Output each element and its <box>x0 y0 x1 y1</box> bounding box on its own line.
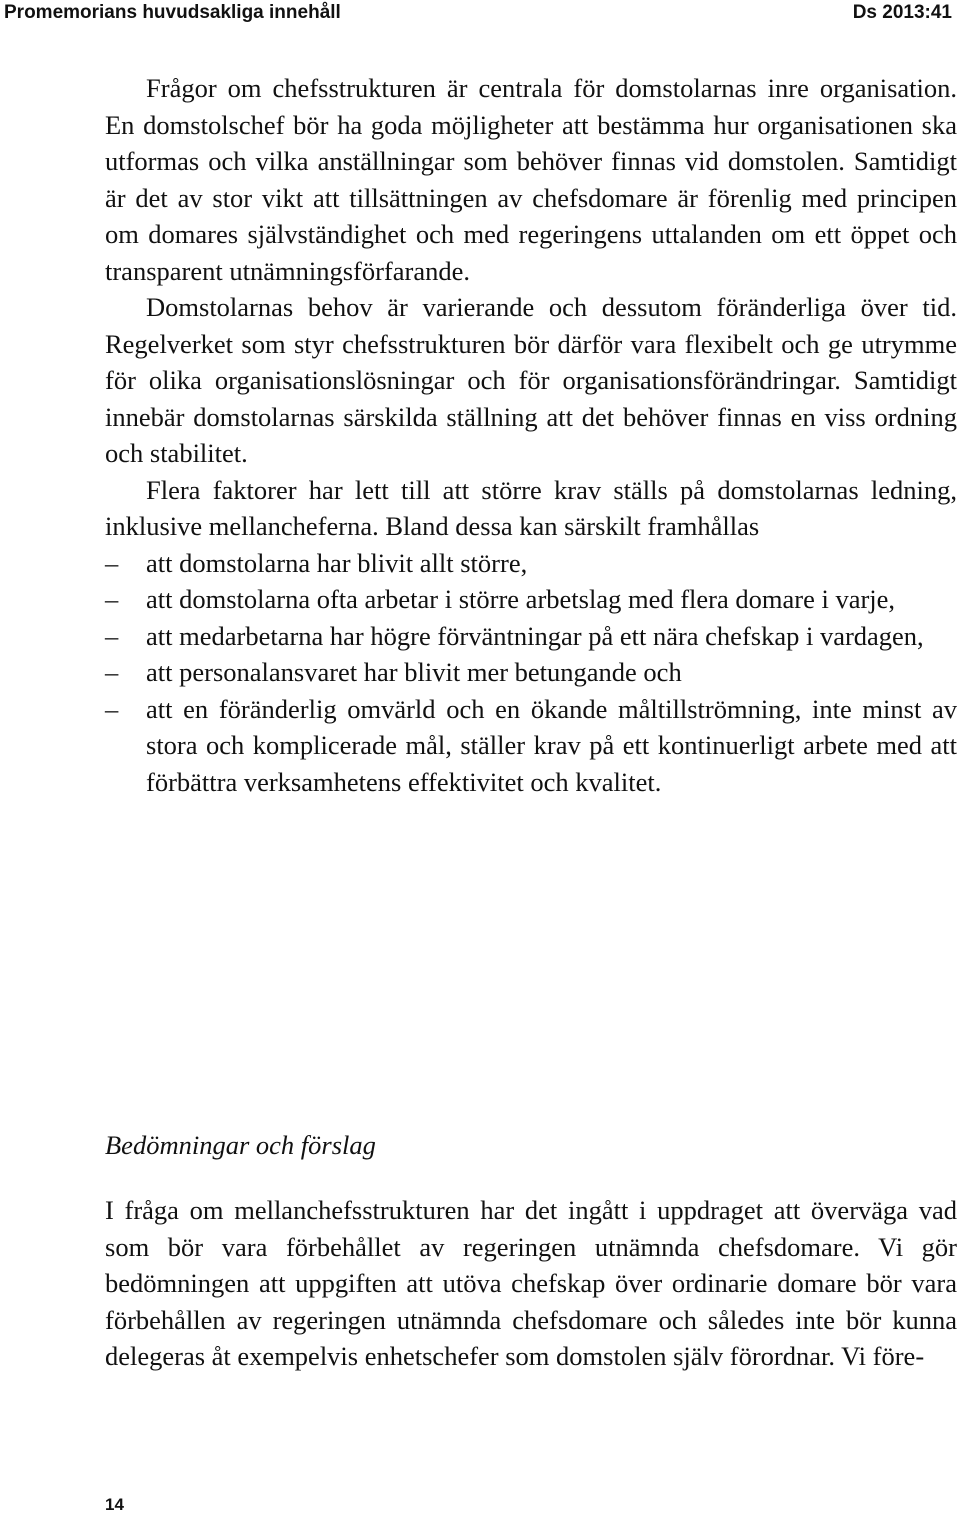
paragraph-bedomningar: I fråga om mellanchefsstrukturen har det ingått i uppdraget att överväga vad som bör vara förbehållet av regeringen utnämnda chefsdomare. Vi gör bedömningen att uppgiften att utöva chefskap över ordinarie domare bör vara förbehållen av regeringen utnämnda chefsdomare och således inte bör kunna delegeras åt exempelvis enhetschefer som domstolen själv förordnar. Vi före- <box>105 1195 957 1371</box>
list-item-text: att domstolarna har blivit allt större, <box>146 547 528 578</box>
list-item <box>105 691 957 801</box>
list-dash: – <box>105 693 119 724</box>
header-document-ref: Ds 2013:41 <box>852 2 952 23</box>
list-item-text: att domstolarna ofta arbetar i större arbetslag med flera domare i varje, <box>146 584 896 614</box>
factor-list <box>105 545 957 801</box>
list-item <box>105 581 957 618</box>
list-item-text: att en föränderlig omvärld och en ökande måltillströmning, inte minst av stora och komplicerade mål, ställer krav på ett kontinuerligt arbete med att förbättra verksamhetens effektivitet och kvalitet. <box>146 693 957 797</box>
page-number: 14 <box>105 1495 124 1514</box>
list-item-text: att medarbetarna har högre förväntningar på ett nära chefskap i vardagen, <box>146 620 924 651</box>
list-item <box>105 618 957 655</box>
list-item <box>105 545 957 582</box>
paragraph-domstolarnas-behov: Domstolarnas behov är varierande och dessutom föränderliga över tid. Regelverket som styr chefsstrukturen bör därför vara flexibelt och ge utrymme för olika organisationslösningar och för organisationsförändringar. Samtidigt innebär domstolarnas särskilda ställning att det behöver finnas en viss ordning och stabilitet. <box>105 292 957 468</box>
header-title: Promemorians huvudsakliga innehåll <box>4 2 341 23</box>
list-item <box>105 654 957 691</box>
list-dash: – <box>105 620 119 651</box>
list-dash: – <box>105 584 119 614</box>
running-header <box>0 0 960 30</box>
paragraph-faktorer: Flera faktorer har lett till att större krav ställs på domstolarnas ledning, inklusive mellancheferna. Bland dessa kan särskilt framhållas <box>105 474 957 541</box>
list-dash: – <box>105 657 119 687</box>
list-item-text: att personalansvaret har blivit mer betungande och <box>146 657 682 687</box>
section-body <box>105 70 957 800</box>
section-body-assessment <box>105 1192 957 1375</box>
paragraph-chefsstruktur: Frågor om chefsstrukturen är centrala för domstolarnas inre organisation. En domstolschef bör ha goda möjligheter att bestämma hur organisationen ska utformas och vilka anställningar som behöver finnas vid domstolen. Samtidigt är det av stor vikt att tillsättningen av chefsdomare är förenlig med principen om domares självständighet och med regeringens uttalanden om ett öppet och transparent utnämningsförfarande. <box>105 73 957 286</box>
list-dash: – <box>105 547 119 578</box>
section-heading: Bedömningar och förslag <box>105 1130 376 1160</box>
